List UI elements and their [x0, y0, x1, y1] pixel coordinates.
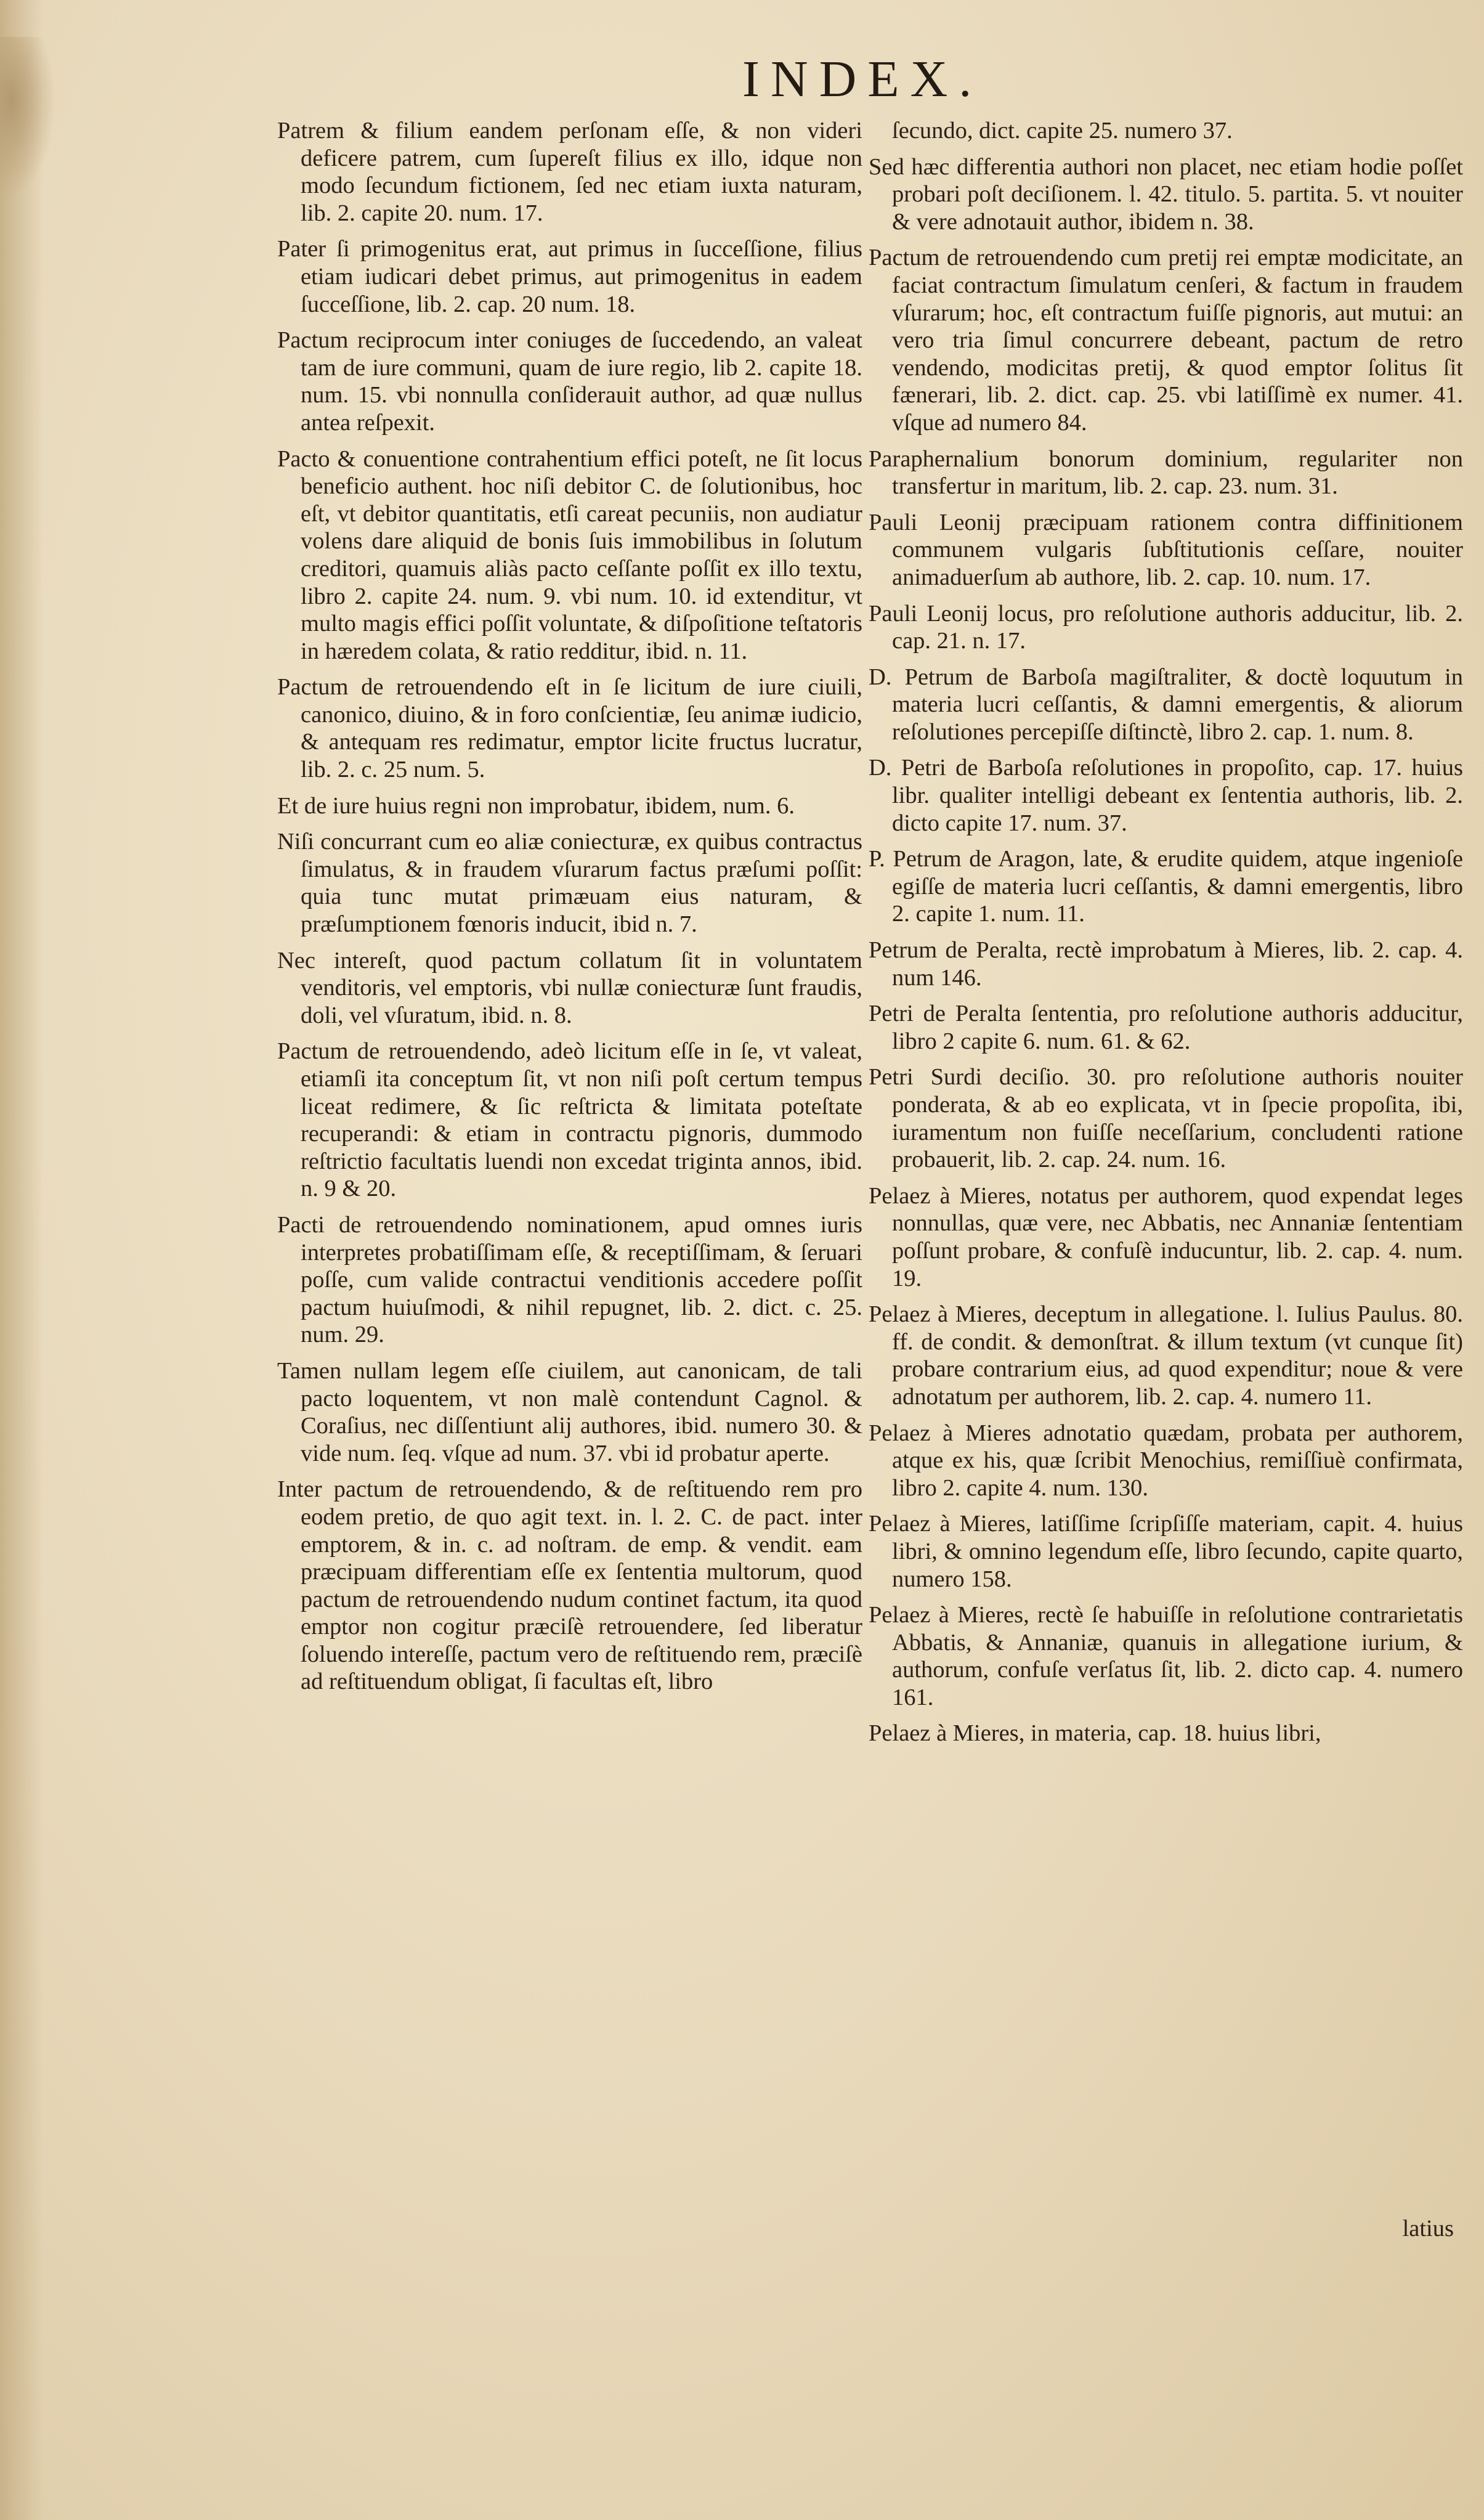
running-head-title: INDEX. [742, 51, 983, 108]
catchword: latius [1402, 2216, 1454, 2242]
index-entry: Patrem & filium eandem perſonam eſſe, & non videri deficere patrem, cum ſupereſt filius ex illo, idque non modo ſecundum fictionem, ſed nec etiam iuxta naturam, lib. 2. capite 20. num. 17. [277, 118, 862, 226]
index-entry: Petri Surdi deciſio. 30. pro reſolutione authoris nouiter ponderata, & ab eo explicata, vt in ſpecie propoſita, ibi, iuramentum non fuiſſe neceſſarium, concludenti ratione probauerit, lib. 2. cap. 24. num. 16. [869, 1064, 1463, 1173]
index-entry: Pelaez à Mieres adnotatio quædam, probata per authorem, atque ex his, quæ ſcribit Menochius, remiſſiuè confirmata, libro 2. capite 4. num. 130. [869, 1420, 1463, 1501]
index-entry: Pactum de retrouendendo eſt in ſe licitum de iure ciuili, canonico, diuino, & in foro conſcientiæ, ſeu animæ iudicio, & antequam res redimatur, emptor licite fructus lucratur, lib. 2. c. 25 num. 5. [277, 674, 862, 783]
index-entry: Pacti de retrouendendo nominationem, apud omnes iuris interpretes probatiſſimam eſſe, & receptiſſimam, & ſeruari poſſe, cum valide contractui venditionis accedere poſſit pactum huiuſmodi, & nihil repugnet, lib. 2. dict. c. 25. num. 29. [277, 1211, 862, 1348]
index-entry: D. Petri de Barboſa reſolutiones in propoſito, cap. 17. huius libr. qualiter intelligi debeant ex ſententia authoris, lib. 2. dicto capite 17. num. 37. [869, 755, 1463, 836]
index-entry: ſecundo, dict. capite 25. numero 37. [892, 118, 1233, 144]
index-entry: Tamen nullam legem eſſe ciuilem, aut canonicam, de tali pacto loquentem, vt non malè contendunt Cagnol. & Coraſius, nec diſſentiunt alij authores, ibid. numero 30. & vide num. ſeq. vſque ad num. 37. vbi id probatur aperte. [277, 1357, 862, 1466]
index-entry: Pauli Leonij præcipuam rationem contra diffinitionem communem vulgaris ſubſtitutionis ceſſare, nouiter animaduerſum ab authore, lib. 2. cap. 10. num. 17. [869, 509, 1463, 590]
index-entry: D. Petrum de Barboſa magiſtraliter, & doctè loquutum in materia lucri ceſſantis, & damni emergentis, & aliorum reſolutiones percepiſſe diſtinctè, libro 2. cap. 1. num. 8. [869, 664, 1463, 745]
index-entry: Pelaez à Mieres, in materia, cap. 18. huius libri, [869, 1720, 1321, 1747]
index-column-left [277, 117, 862, 1704]
index-entry: Pauli Leonij locus, pro reſolutione authoris adducitur, lib. 2. cap. 21. n. 17. [869, 600, 1463, 654]
index-entry: Petri de Peralta ſententia, pro reſolutione authoris adducitur, libro 2 capite 6. num. 61. & 62. [869, 1001, 1463, 1054]
index-entry: Niſi concurrant cum eo aliæ coniecturæ, ex quibus contractus ſimulatus, & in fraudem vſurarum factus præſumi poſſit: quia tunc mutat primæuam eius naturam, & præſumptionem fœnoris inducit, ibid n. 7. [277, 829, 862, 938]
index-entry: Pelaez à Mieres, latiſſime ſcripſiſſe materiam, capit. 4. huius libri, & omnino legendum eſſe, libro ſecundo, capite quarto, numero 158. [869, 1511, 1463, 1592]
index-entry: Nec intereſt, quod pactum collatum ſit in voluntatem venditoris, vel emptoris, vbi nullæ coniecturæ ſunt fraudis, doli, vel vſuratum, ibid. n. 8. [277, 947, 862, 1028]
binding-shadow [0, 0, 43, 2520]
index-entry: Pactum reciprocum inter coniuges de ſuccedendo, an valeat tam de iure communi, quam de iure regio, lib 2. capite 18. num. 15. vbi nonnulla conſiderauit author, ad quæ nullus antea reſpexit. [277, 327, 862, 436]
index-entry: Pater ſi primogenitus erat, aut primus in ſucceſſione, filius etiam iudicari debet primus, aut primogenitus in eadem ſucceſſione, lib. 2. cap. 20 num. 18. [277, 236, 862, 317]
index-entry: Pacto & conuentione contrahentium effici poteſt, ne ſit locus beneficio authent. hoc niſi debitor C. de ſolutionibus, hoc eſt, vt debitor quantitatis, etſi careat pecuniis, non audiatur volens dare aliquid de bonis ſuis immobilibus in ſolutum creditori, quamuis aliàs pacto ceſſante poſſit ex illo textu, libro 2. capite 24. num. 9. vbi num. 10. id extenditur, vt multo magis effici poſſit voluntate, & diſpoſitione teſtatoris in hæredem colata, & ratio redditur, ibid. n. 11. [277, 445, 862, 664]
paper-stain [0, 37, 55, 197]
index-entry: P. Petrum de Aragon, late, & erudite quidem, atque ingenioſe egiſſe de materia lucri ceſſantis, & damni emergentis, libro 2. capite 1. num. 11. [869, 846, 1463, 927]
index-entry: Paraphernalium bonorum dominium, regulariter non transfertur in maritum, lib. 2. cap. 23. num. 31. [869, 445, 1463, 500]
index-entry: Inter pactum de retrouendendo, & de reſtituendo rem pro eodem pretio, de quo agit text. in. l. 2. C. de pact. inter emptorem, & in. c. ad noſtram. de emp. & vendit. eam præcipuam differentiam eſſe ex ſententia multorum, quod pactum de retrouendendo nudum continet factum, ita quod emptor non cogitur præciſè retrouendere, ſed liberatur ſoluendo intereſſe, pactum vero de reſtituendo rem, præciſè ad reſtituendum obligat, ſi facultas eſt, libro [277, 1476, 862, 1695]
index-entry: Pelaez à Mieres, notatus per authorem, quod expendat leges nonnullas, quæ vere, nec Abbatis, nec Annaniæ ſententiam poſſunt probare, & confuſè inducuntur, lib. 2. cap. 4. num. 19. [869, 1182, 1463, 1291]
index-entry: Pactum de retrouendendo cum pretij rei emptæ modicitate, an faciat contractum ſimulatum cenſeri, & factum in fraudem vſurarum; hoc, eſt contractum fuiſſe pignoris, aut mutui: an vero tria ſimul concurrere debeant, pactum de retro vendendo, modicitas pretij, & quod emptor ſolitus ſit fænerari, lib. 2. dict. cap. 25. vbi latiſſimè ex numer. 41. vſque ad numero 84. [869, 245, 1463, 436]
index-column-right [869, 117, 1463, 1756]
index-entry: Pelaez à Mieres, rectè ſe habuiſſe in reſolutione contrarietatis Abbatis, & Annaniæ, quanuis in allegatione iurium, & authorum, confuſe verſatus ſit, lib. 2. dicto cap. 4. numero 161. [869, 1602, 1463, 1710]
index-entry: Sed hæc differentia authori non placet, nec etiam hodie poſſet probari poſt deciſionem. l. 42. titulo. 5. partita. 5. vt nouiter & vere adnotauit author, ibidem n. 38. [869, 153, 1463, 235]
index-entry: Et de iure huius regni non improbatur, ibidem, num. 6. [277, 792, 795, 819]
index-entry: Petrum de Peralta, rectè improbatum à Mieres, lib. 2. cap. 4. num 146. [869, 937, 1463, 991]
index-entry: Pelaez à Mieres, deceptum in allegatione. l. Iulius Paulus. 80. ff. de condit. & demonſtrat. & illum textum (vt cunque ſit) probare contrarium eius, ad quod expenditur; noue & vere adnotatum per authorem, lib. 2. cap. 4. numero 11. [869, 1301, 1463, 1410]
index-entry: Pactum de retrouendendo, adeò licitum eſſe in ſe, vt valeat, etiamſi ita conceptum ſit, vt non niſi poſt certum tempus liceat redimere, & ſic reſtricta & limitata poteſtate recuperandi: & etiam in contractu pignoris, dummodo reſtrictio facultatis luendi non excedat triginta annos, ibid. n. 9 & 20. [277, 1038, 862, 1202]
